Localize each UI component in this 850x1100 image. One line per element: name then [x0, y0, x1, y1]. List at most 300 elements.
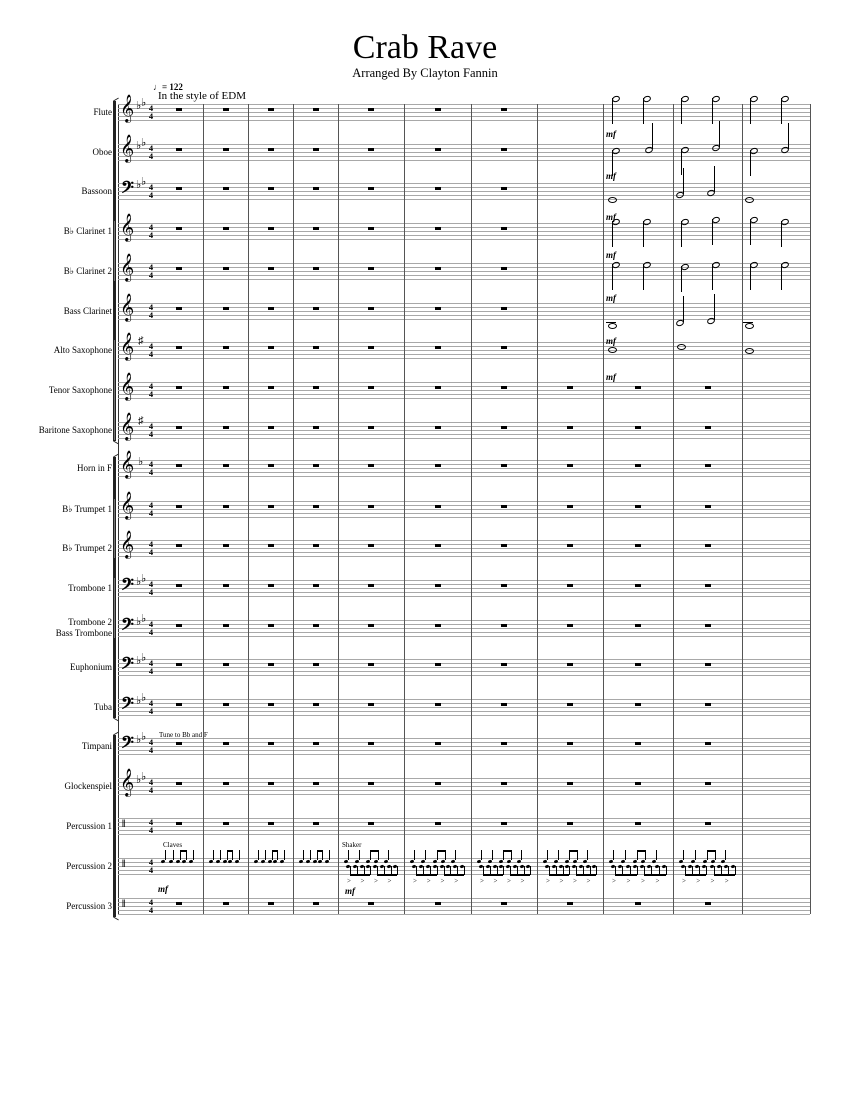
accent-icon: > [682, 877, 686, 885]
whole-rest [435, 267, 441, 270]
instrument-name: Tuba [93, 702, 112, 712]
whole-rest [435, 386, 441, 389]
barline [203, 659, 204, 699]
staff-line [118, 548, 810, 549]
flat-icon: ♭ [136, 734, 142, 746]
barline [338, 818, 339, 858]
time-signature-top: 4 [148, 579, 154, 589]
whole-rest [268, 148, 274, 151]
treble-clef-icon: 𝄞 [120, 334, 135, 360]
barline [404, 342, 405, 382]
whole-rest [313, 742, 319, 745]
time-signature-top: 4 [148, 500, 154, 510]
time-signature-top: 4 [148, 539, 154, 549]
staff-b-trumpet-1 [118, 501, 810, 517]
note-stem [666, 866, 667, 875]
barline [537, 460, 538, 501]
barline [471, 263, 472, 303]
whole-rest [435, 346, 441, 349]
whole-rest [313, 346, 319, 349]
time-signature-bottom: 4 [148, 825, 154, 835]
note-stem [220, 850, 221, 860]
barline [248, 818, 249, 858]
barline [404, 303, 405, 342]
note-stem [425, 850, 426, 860]
whole-rest [223, 505, 229, 508]
time-signature-bottom: 4 [148, 666, 154, 676]
whole-rest [705, 426, 711, 429]
staff-line [118, 826, 810, 827]
time-signature-bottom: 4 [148, 508, 154, 518]
instrument-name: Percussion 1 [66, 821, 112, 831]
instrument-label [65, 781, 113, 792]
time-signature-bottom: 4 [148, 111, 154, 121]
whole-rest [501, 742, 507, 745]
barline [810, 898, 811, 914]
barline [673, 540, 674, 580]
whole-rest [223, 108, 229, 111]
barline [338, 460, 339, 501]
staff-line [118, 144, 810, 145]
whole-rest [501, 108, 507, 111]
whole-rest [705, 742, 711, 745]
instrument-name-2: Bass Trombone [55, 628, 112, 638]
note-stem [681, 266, 682, 292]
whole-rest [223, 148, 229, 151]
whole-rest [368, 902, 374, 905]
whole-rest [368, 822, 374, 825]
staff-timpani [118, 738, 810, 754]
accent-icon: > [360, 877, 365, 885]
instrument-name: Horn in F [76, 463, 112, 473]
whole-rest [368, 703, 374, 706]
whole-rest [176, 782, 182, 785]
barline [673, 858, 674, 898]
note-stem [577, 850, 578, 860]
whole-rest [268, 822, 274, 825]
note-stem [481, 850, 482, 860]
barline [742, 898, 743, 914]
barline [248, 303, 249, 342]
time-signature-top: 4 [148, 182, 154, 192]
note-stem [683, 850, 684, 860]
note-stem [643, 98, 644, 124]
whole-rest [705, 782, 711, 785]
flat-icon: ♭ [141, 771, 147, 783]
staff-line [118, 794, 810, 795]
time-signature-top: 4 [148, 143, 154, 153]
barline [742, 659, 743, 699]
instrument-label [70, 662, 112, 673]
staff-line [118, 354, 810, 355]
instrument-name: Oboe [92, 147, 112, 157]
staff-line [118, 271, 810, 272]
time-signature-bottom: 4 [148, 230, 154, 240]
accent-icon: > [480, 877, 484, 885]
instrument-label [56, 617, 112, 639]
whole-rest [176, 584, 182, 587]
barline [673, 580, 674, 620]
note-stem [558, 850, 559, 860]
staff-line [118, 350, 810, 351]
instrument-label [66, 821, 112, 832]
staff-line [118, 315, 810, 316]
treble-clef-icon: 𝄞 [120, 414, 135, 440]
whole-rest [368, 227, 374, 230]
accent-icon: > [426, 877, 431, 885]
whole-rest [435, 307, 441, 310]
instrument-name: Tenor Saxophone [48, 385, 112, 395]
barline [248, 183, 249, 223]
beam [377, 874, 397, 876]
barline [338, 303, 339, 342]
whole-rest [567, 386, 573, 389]
note-stem [193, 850, 194, 860]
barline [742, 778, 743, 818]
note-stem [310, 850, 311, 860]
whole-rest [635, 544, 641, 547]
whole-rest [501, 187, 507, 190]
staff-alto-saxophone [118, 342, 810, 358]
whole-rest [368, 307, 374, 310]
whole-rest [435, 148, 441, 151]
whole-rest [501, 227, 507, 230]
note-stem [464, 866, 465, 875]
whole-rest [313, 227, 319, 230]
barline [603, 422, 604, 460]
barline [742, 858, 743, 898]
flat-icon: ♭ [141, 573, 147, 585]
whole-rest [705, 544, 711, 547]
time-signature-bottom: 4 [148, 429, 154, 439]
flat-icon: ♭ [136, 140, 142, 152]
instrument-name: Euphonium [70, 662, 112, 672]
whole-rest [223, 624, 229, 627]
barline [338, 342, 339, 382]
sharp-icon: ♯ [138, 415, 144, 427]
barline [248, 263, 249, 303]
barline [537, 263, 538, 303]
whole-rest [435, 782, 441, 785]
note-stem [645, 850, 646, 860]
whole-note [608, 347, 617, 353]
instrument-label [64, 306, 112, 317]
accent-icon: > [493, 877, 498, 885]
whole-rest [368, 663, 374, 666]
barline [293, 699, 294, 738]
barline [603, 144, 604, 183]
whole-rest [368, 782, 374, 785]
time-signature-top: 4 [148, 619, 154, 629]
note-stem [712, 219, 713, 245]
dynamic-mf: mf [606, 336, 616, 346]
flat-icon: ♭ [138, 456, 144, 468]
barline [742, 738, 743, 778]
staff-b-trumpet-2 [118, 540, 810, 556]
whole-rest [368, 346, 374, 349]
barline [537, 620, 538, 659]
flat-icon: ♭ [136, 100, 142, 112]
staff-line [118, 398, 810, 399]
barline [673, 303, 674, 342]
barline [537, 659, 538, 699]
dynamic-mf: mf [606, 212, 616, 222]
staff-line [118, 223, 810, 224]
note-stem [612, 264, 613, 290]
barline [810, 540, 811, 580]
barline [338, 659, 339, 699]
instrument-name: B♭ Trumpet 1 [62, 504, 112, 514]
instrument-label [39, 425, 112, 436]
whole-rest [501, 663, 507, 666]
staff-line [118, 460, 810, 461]
whole-rest [268, 267, 274, 270]
staff-line [118, 199, 810, 200]
barline [673, 659, 674, 699]
barline [404, 460, 405, 501]
whole-rest [368, 584, 374, 587]
barline [471, 858, 472, 898]
staff-line [118, 818, 810, 819]
staff-line [118, 592, 810, 593]
barline [248, 144, 249, 183]
staff-line [118, 580, 810, 581]
staff-line [118, 711, 810, 712]
whole-rest [567, 902, 573, 905]
staff-line [118, 830, 810, 831]
whole-rest [176, 148, 182, 151]
barline [742, 144, 743, 183]
whole-rest [567, 584, 573, 587]
staff-line [118, 517, 810, 518]
time-signature-bottom: 4 [148, 310, 154, 320]
barline [404, 580, 405, 620]
instrument-name: Percussion 3 [66, 901, 112, 911]
barline [203, 460, 204, 501]
whole-rest [435, 108, 441, 111]
whole-rest [567, 663, 573, 666]
bracket-hook [113, 98, 119, 102]
whole-rest [635, 822, 641, 825]
instrument-name: B♭ Clarinet 1 [63, 226, 112, 236]
barline [293, 818, 294, 858]
dynamic-mf: mf [606, 372, 616, 382]
barline [603, 382, 604, 422]
note-stem [714, 294, 715, 320]
instrument-name: Glockenspiel [64, 781, 112, 791]
barline [293, 303, 294, 342]
whole-rest [567, 544, 573, 547]
barline [673, 620, 674, 659]
whole-rest [435, 464, 441, 467]
barline [742, 818, 743, 858]
staff-line [118, 786, 810, 787]
whole-rest [567, 742, 573, 745]
whole-rest [313, 505, 319, 508]
barline [673, 223, 674, 263]
whole-rest [567, 782, 573, 785]
note-stem [750, 264, 751, 290]
staff-line [118, 116, 810, 117]
whole-rest [313, 386, 319, 389]
accent-icon: > [440, 877, 445, 885]
whole-rest [635, 386, 641, 389]
bass-clef-icon: 𝄢 [121, 576, 134, 598]
staff-line [118, 394, 810, 395]
barline [203, 738, 204, 778]
note-stem [213, 850, 214, 860]
barline [404, 422, 405, 460]
staff-percussion-1 [118, 818, 810, 834]
note-stem [378, 850, 379, 860]
accent-icon: > [374, 877, 378, 885]
flat-icon: ♭ [136, 774, 142, 786]
barline [338, 104, 339, 144]
barline [203, 540, 204, 580]
beam [576, 874, 596, 876]
note-stem [683, 168, 684, 194]
note-stem [511, 850, 512, 860]
ledger-line [743, 322, 753, 323]
time-signature-bottom: 4 [148, 389, 154, 399]
whole-rest [705, 624, 711, 627]
whole-rest [501, 544, 507, 547]
barline [810, 501, 811, 540]
whole-rest [368, 187, 374, 190]
whole-rest [567, 624, 573, 627]
whole-rest [501, 386, 507, 389]
shaker-label: Shaker [342, 841, 362, 849]
dynamic-mf: mf [606, 171, 616, 181]
whole-rest [313, 902, 319, 905]
time-signature-top: 4 [148, 777, 154, 787]
barline [293, 342, 294, 382]
whole-rest [313, 464, 319, 467]
accent-icon: > [520, 877, 525, 885]
time-signature-bottom: 4 [148, 745, 154, 755]
note-stem [284, 850, 285, 860]
barline [471, 183, 472, 223]
time-signature-bottom: 4 [148, 587, 154, 597]
time-signature-top: 4 [148, 103, 154, 113]
whole-rest [176, 307, 182, 310]
barline [810, 738, 811, 778]
barline [673, 501, 674, 540]
staff-line [118, 659, 810, 660]
beam [569, 850, 577, 852]
barline [404, 620, 405, 659]
barline [603, 699, 604, 738]
staff-line [118, 552, 810, 553]
note-stem [750, 219, 751, 245]
note-stem [437, 866, 438, 875]
barline [673, 460, 674, 501]
note-stem [637, 866, 638, 875]
whole-rest [313, 584, 319, 587]
whole-rest [313, 187, 319, 190]
whole-rest [268, 346, 274, 349]
staff-flute [118, 104, 810, 120]
barline [471, 501, 472, 540]
dynamic-mf: mf [606, 129, 616, 139]
time-signature-bottom: 4 [148, 905, 154, 915]
staff-line [118, 898, 810, 899]
whole-rest [501, 902, 507, 905]
barline [471, 778, 472, 818]
barline [203, 104, 204, 144]
instrument-label [93, 147, 113, 158]
instrument-name: Trombone 1 [68, 583, 112, 593]
barline [471, 460, 472, 501]
whole-rest [313, 267, 319, 270]
whole-rest [313, 663, 319, 666]
staff-tuba [118, 699, 810, 715]
note-stem [613, 850, 614, 860]
note-stem [706, 866, 707, 875]
barline [673, 738, 674, 778]
flat-icon: ♭ [136, 179, 142, 191]
barline [404, 898, 405, 914]
staff-line [118, 358, 810, 359]
whole-rest [705, 703, 711, 706]
whole-rest [501, 346, 507, 349]
instrument-label [54, 345, 112, 356]
instrument-label [77, 463, 112, 474]
note-stem [596, 866, 597, 875]
barline [603, 738, 604, 778]
staff-line [118, 707, 810, 708]
barline [203, 183, 204, 223]
staff-line [118, 746, 810, 747]
percussion-clef-icon: ‖ [122, 859, 125, 870]
barline [471, 223, 472, 263]
staff-bass-clarinet [118, 303, 810, 319]
score-title: Crab Rave [352, 29, 498, 66]
whole-rest [567, 703, 573, 706]
whole-rest [501, 267, 507, 270]
barline [203, 382, 204, 422]
whole-rest [268, 505, 274, 508]
barline [338, 501, 339, 540]
note-stem [725, 850, 726, 860]
time-signature-top: 4 [148, 222, 154, 232]
whole-rest [435, 742, 441, 745]
time-signature-bottom: 4 [148, 151, 154, 161]
barline [603, 263, 604, 303]
staff-line [118, 438, 810, 439]
barline [293, 778, 294, 818]
barline [248, 620, 249, 659]
bass-clef-icon: 𝄢 [121, 695, 134, 717]
accent-icon: > [696, 877, 701, 885]
whole-rest [268, 742, 274, 745]
treble-clef-icon: 𝄞 [120, 532, 135, 558]
whole-rest [223, 742, 229, 745]
accent-icon: > [641, 877, 645, 885]
barline [404, 144, 405, 183]
note-stem [455, 850, 456, 860]
barline [404, 104, 405, 144]
beam [350, 874, 370, 876]
barline [810, 223, 811, 263]
whole-rest [435, 663, 441, 666]
dynamic-mf: mf [345, 886, 355, 896]
barline [537, 818, 538, 858]
whole-rest [176, 346, 182, 349]
note-stem [232, 850, 233, 860]
note-stem [681, 98, 682, 124]
whole-rest [223, 227, 229, 230]
